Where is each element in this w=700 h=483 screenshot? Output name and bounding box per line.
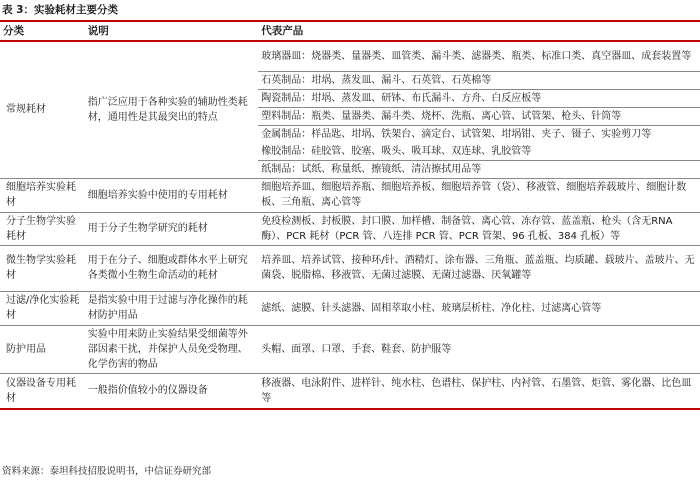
description-cell: 一般指价值较小的仪器设备 bbox=[85, 373, 258, 409]
header-category: 分类 bbox=[0, 21, 85, 41]
products-cell: 头帽、面罩、口罩、手套、鞋套、防护服等 bbox=[258, 325, 700, 373]
source-note: 资料来源：泰坦科技招股说明书，中信证券研究部 bbox=[2, 466, 212, 477]
category-cell: 微生物学实验耗材 bbox=[0, 245, 85, 291]
products-cell: 陶瓷制品：坩埚、蒸发皿、研钵、布氏漏斗、方舟、白反应板等 bbox=[258, 89, 700, 107]
products-cell: 移液器、电泳附件、进样针、纯水柱、色谱柱、保护柱、内衬管、石墨管、炬管、雾化器、比色皿等 bbox=[258, 373, 700, 409]
products-cell: 免疫检测板、封板膜、封口膜、加样槽、制备管、离心管、冻存管、蓝盖瓶、枪头（含无RNA 酶）、PCR 耗材（PCR 管、八连排 PCR 管、PCR 管架、96 孔板、384 孔板）等 bbox=[258, 212, 700, 245]
consumables-table bbox=[0, 20, 700, 410]
description-cell: 细胞培养实验中使用的专用耗材 bbox=[85, 178, 258, 212]
products-cell: 金属制品：样品匙、坩埚、铁架台、滴定台、试管架、坩埚钳、夹子、镊子、实验剪刀等 bbox=[261, 128, 652, 140]
products-cell: 滤纸、滤膜、针头滤器、固相萃取小柱、玻璃层析柱、净化柱、过滤离心管等 bbox=[258, 291, 700, 325]
products-cell: 橡胶制品：硅胶管、胶塞、吸头、吸耳球、双连球、乳胶管等 bbox=[258, 143, 700, 161]
table-row bbox=[0, 212, 700, 245]
category-cell: 仪器设备专用耗材 bbox=[0, 373, 85, 409]
category-cell: 防护用品 bbox=[0, 325, 85, 373]
products-cell: 培养皿、培养试管、接种环/针、酒精灯、涂布器、三角瓶、蓝盖瓶、均质罐、载玻片、盖玻片、无菌袋、脱脂棉、移液管、无菌过滤膜、无菌过滤器、厌氧罐等 bbox=[258, 245, 700, 291]
products-cell: 纸制品：试纸、称量纸、擦镜纸、清洁擦拭用品等 bbox=[258, 160, 700, 178]
category-cell: 细胞培养实验耗材 bbox=[0, 178, 85, 212]
products-cell: 玻璃器皿：烧器类、量器类、皿管类、漏斗类、滤器类、瓶类、标准口类、真空器皿、成套装置等 bbox=[258, 41, 700, 71]
description-cell: 用于分子生物学研究的耗材 bbox=[85, 212, 258, 245]
description-cell: 实验中用来防止实验结果受细菌等外部因素干扰，并保护人员免受物理、化学伤害的物品 bbox=[85, 325, 258, 373]
description-cell: 用于在分子、细胞或群体水平上研究各类微小生物生命活动的耗材 bbox=[85, 245, 258, 291]
products-cell: 细胞培养皿、细胞培养瓶、细胞培养板、细胞培养管（袋）、移液管、细胞培养载玻片、细胞计数板、三角瓶、离心管等 bbox=[258, 178, 700, 212]
table-header-row bbox=[0, 21, 700, 41]
category-cell: 过滤/净化实验耗材 bbox=[0, 291, 85, 325]
table-row bbox=[0, 291, 700, 325]
category-cell: 常规耗材 bbox=[0, 41, 85, 178]
table-row bbox=[0, 373, 700, 409]
table-row bbox=[0, 325, 700, 373]
table-row bbox=[0, 245, 700, 291]
description-cell: 是指实验中用于过滤与净化操作的耗材防护用品 bbox=[85, 291, 258, 325]
description-cell: 指广泛应用于各种实验的辅助性类耗材，通用性是其最突出的特点 bbox=[85, 41, 258, 178]
category-cell: 分子生物学实验耗材 bbox=[0, 212, 85, 245]
products-cell: 塑料制品：瓶类、量器类、漏斗类、烧杯、洗瓶、离心管、试管架、枪头、针筒等 bbox=[258, 107, 700, 125]
table-row bbox=[0, 41, 700, 71]
table-caption: 表 3：实验耗材主要分类 bbox=[2, 4, 118, 16]
table-row bbox=[0, 178, 700, 212]
products-cell: 石英制品：坩埚、蒸发皿、漏斗、石英管、石英棉等 bbox=[258, 71, 700, 89]
header-products: 代表产品 bbox=[258, 21, 700, 41]
header-description: 说明 bbox=[85, 21, 258, 41]
